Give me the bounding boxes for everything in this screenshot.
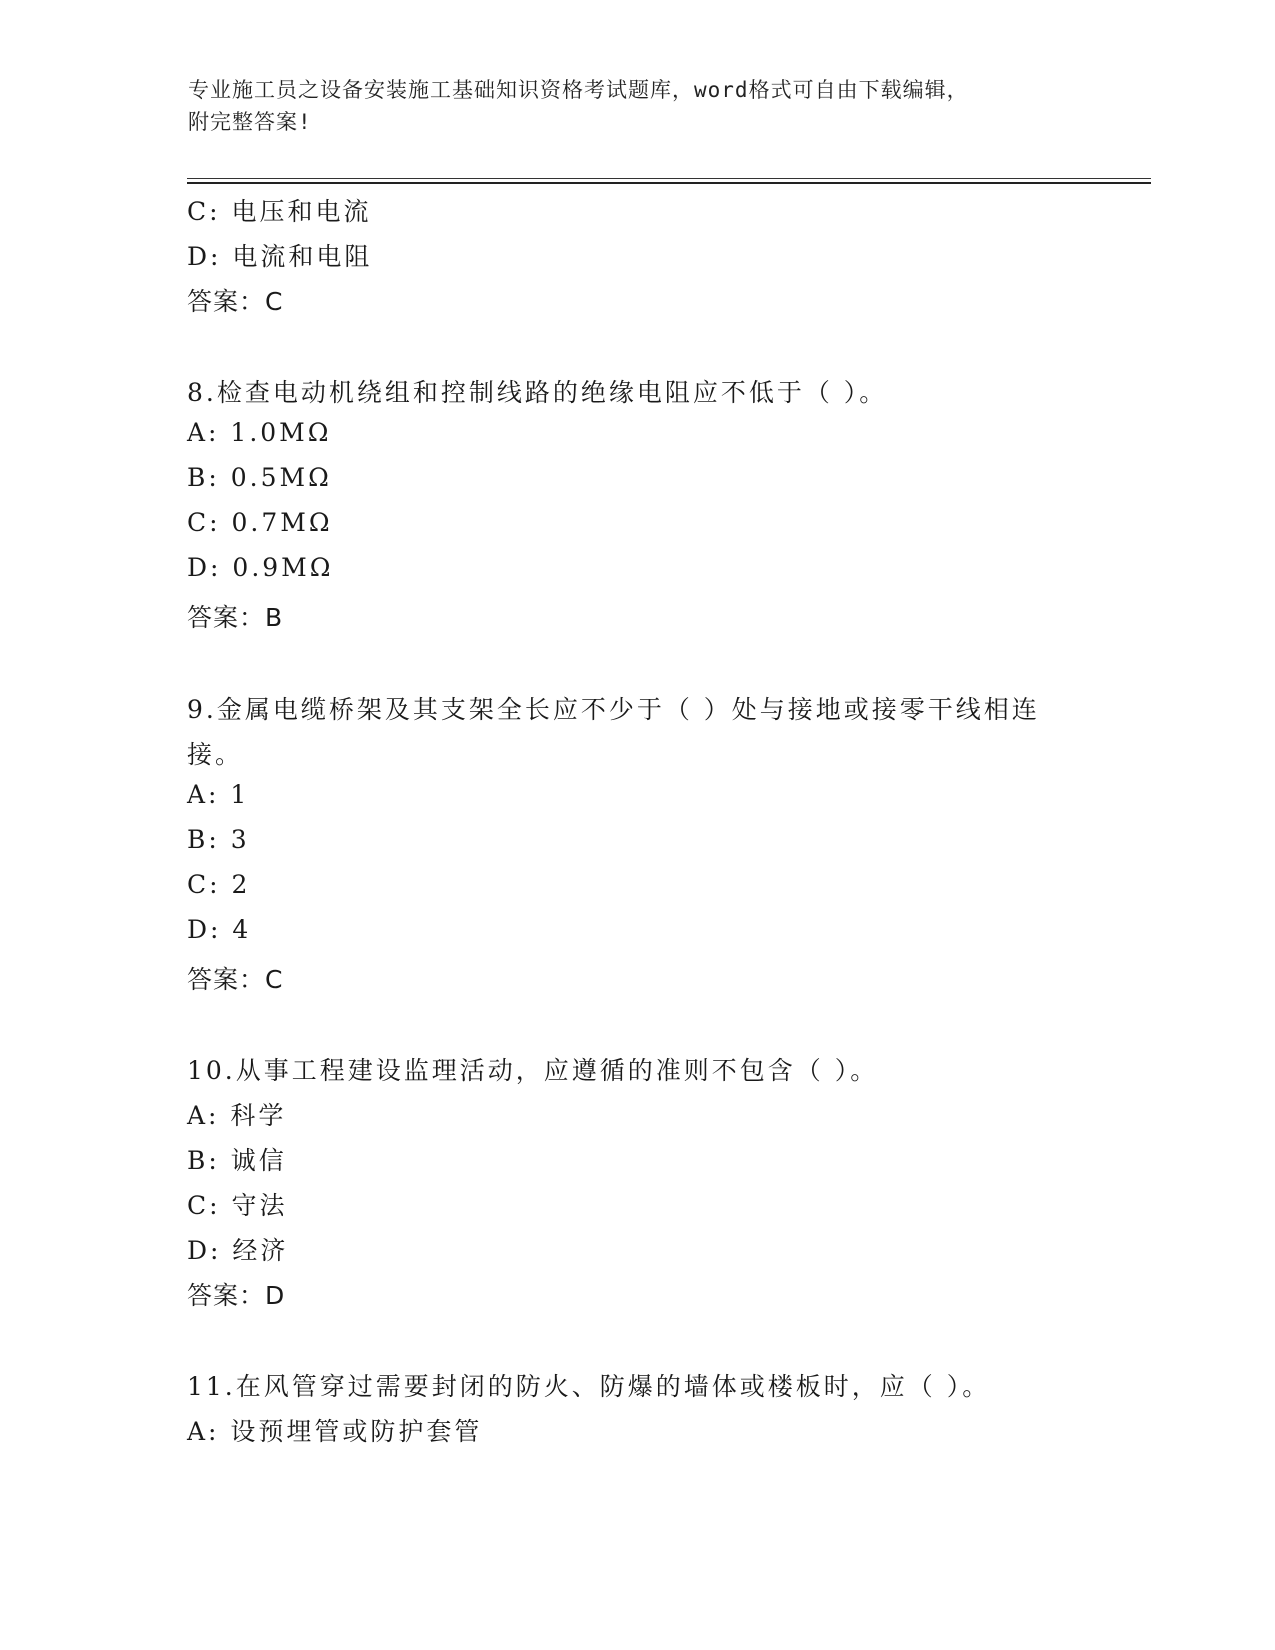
option-d: D: 0.9MΩ (187, 553, 334, 582)
option-a: A: 1 (187, 780, 250, 809)
option-d: D: 电流和电阻 (187, 242, 373, 271)
option-d: D: 4 (187, 915, 252, 944)
option-c: C: 电压和电流 (187, 197, 372, 226)
answer-line: 答案：B (187, 603, 284, 632)
question-10: 10.从事工程建设监理活动，应遵循的准则不包含（ ）。 (187, 1056, 879, 1085)
option-b: B: 0.5MΩ (187, 463, 332, 492)
option-c: C: 守法 (187, 1191, 288, 1220)
question-11: 11.在风管穿过需要封闭的防火、防爆的墙体或楼板时，应（ ）。 (187, 1372, 991, 1401)
answer-line: 答案：C (187, 287, 284, 316)
option-c: C: 2 (187, 870, 251, 899)
question-8: 8.检查电动机绕组和控制线路的绝缘电阻应不低于（ ）。 (187, 378, 888, 407)
question-9-line-2: 接。 (187, 740, 244, 769)
option-b: B: 诚信 (187, 1146, 287, 1175)
option-b: B: 3 (187, 825, 250, 854)
header-divider-thick (187, 182, 1151, 184)
option-d: D: 经济 (187, 1236, 289, 1265)
question-9-line-1: 9.金属电缆桥架及其支架全长应不少于（ ）处与接地或接零干线相连 (187, 695, 1040, 724)
document-header (188, 74, 1068, 138)
option-a: A: 1.0MΩ (187, 418, 332, 447)
option-a: A: 设预埋管或防护套管 (187, 1417, 483, 1446)
header-line-1: 专业施工员之设备安装施工基础知识资格考试题库，word格式可自由下载编辑， (188, 78, 969, 102)
answer-line: 答案：D (187, 1281, 286, 1310)
option-a: A: 科学 (187, 1101, 287, 1130)
header-divider-thin (187, 178, 1151, 179)
option-c: C: 0.7MΩ (187, 508, 333, 537)
answer-line: 答案：C (187, 965, 284, 994)
header-line-2: 附完整答案! (188, 110, 312, 134)
